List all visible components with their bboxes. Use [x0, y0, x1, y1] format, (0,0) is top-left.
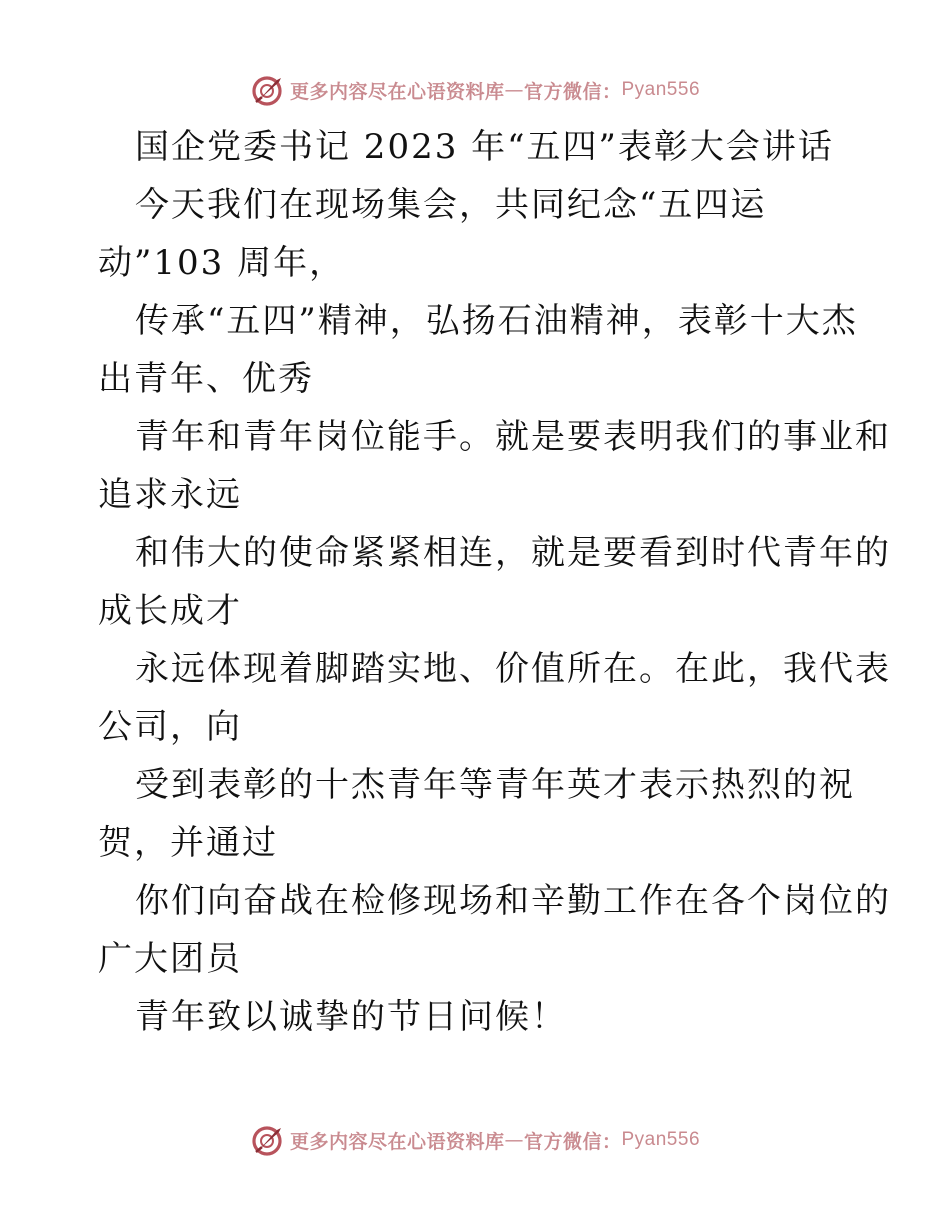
header-watermark	[0, 70, 950, 110]
watermark-text: 更多内容尽在心语资料库	[289, 80, 505, 103]
watermark-contact-label: 官方微信：	[523, 80, 622, 103]
paragraph-line: 青年和青年岗位能手。就是要表明我们的事业和	[135, 417, 891, 457]
paragraph-line: 成长成才	[98, 591, 242, 631]
footer-watermark	[0, 1120, 950, 1160]
watermark-contact-id: Pyan556	[621, 1129, 701, 1150]
watermark-contact-id: Pyan556	[621, 79, 701, 100]
watermark-separator: —	[504, 1129, 524, 1151]
paragraph-line: 广大团员	[98, 939, 242, 979]
paragraph-line: 公司，向	[98, 707, 242, 747]
document-title: 国企党委书记 2023 年“五四”表彰大会讲话	[135, 127, 834, 167]
watermark-separator: —	[504, 79, 524, 101]
paragraph-line: 出青年、优秀	[98, 359, 314, 399]
paragraph-line: 和伟大的使命紧紧相连，就是要看到时代青年的	[135, 533, 891, 573]
paragraph-line: 受到表彰的十杰青年等青年英才表示热烈的祝	[135, 765, 855, 805]
paragraph-line: 追求永远	[98, 475, 242, 515]
paragraph-line: 今天我们在现场集会，共同纪念“五四运	[135, 185, 767, 225]
paragraph-line: 动”103 周年，	[98, 243, 346, 283]
watermark-text: 更多内容尽在心语资料库	[289, 1130, 505, 1153]
paragraph-line: 你们向奋战在检修现场和辛勤工作在各个岗位的	[135, 881, 891, 921]
paragraph-line: 贺，并通过	[98, 823, 278, 863]
paragraph-line: 永远体现着脚踏实地、价值所在。在此，我代表	[135, 649, 891, 689]
pen-logo-icon	[250, 72, 286, 108]
pen-logo-icon	[250, 1122, 286, 1158]
paragraph-line: 青年致以诚挚的节日问候！	[135, 997, 567, 1037]
watermark-contact-label: 官方微信：	[523, 1130, 622, 1153]
paragraph-line: 传承“五四”精神，弘扬石油精神，表彰十大杰	[135, 301, 858, 341]
document-body	[98, 118, 891, 1046]
